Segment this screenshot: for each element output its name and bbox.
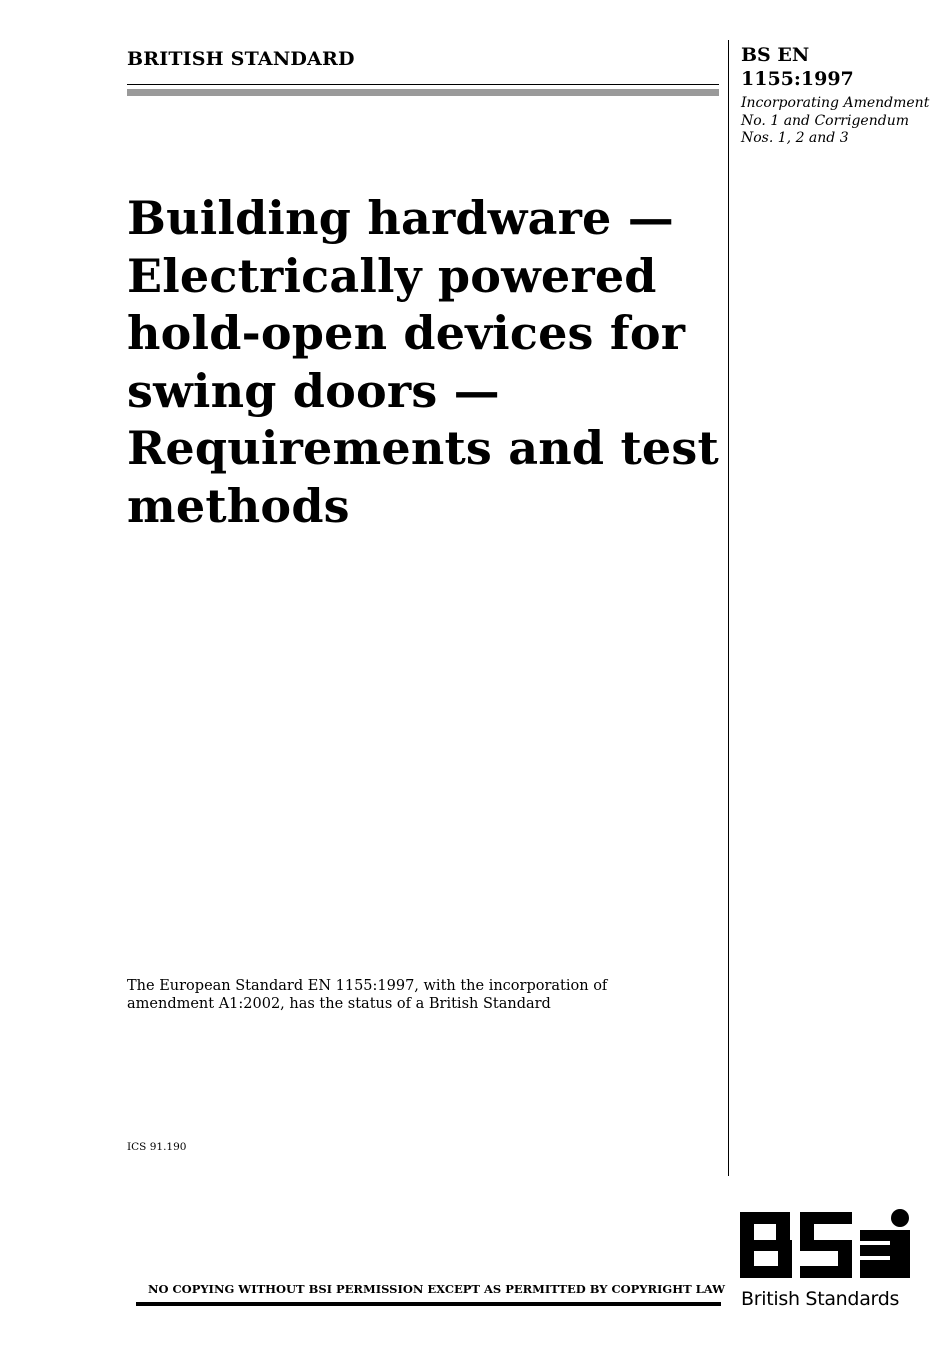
standard-number-prefix: BS EN xyxy=(741,44,810,66)
title-line: swing doors — xyxy=(127,363,500,418)
bsi-wordmark-icon xyxy=(740,1208,912,1284)
title-line: Requirements and test xyxy=(127,421,719,475)
title-line: hold-open devices for xyxy=(127,306,686,360)
status-statement: The European Standard EN 1155:1997, with the incorporation of amendment A1:2002, has the status of a British Standard xyxy=(127,978,608,1012)
logo-caption: British Standards xyxy=(741,1288,900,1310)
footer-rule xyxy=(136,1302,721,1306)
document-type-label: BRITISH STANDARD xyxy=(127,48,355,70)
standard-number xyxy=(741,43,941,91)
column-divider xyxy=(728,40,729,1176)
ics-code: ICS 91.190 xyxy=(127,1141,187,1153)
header-rule-thin xyxy=(127,84,719,85)
title-line: Building hardware — xyxy=(127,191,674,245)
standard-number-code: 1155:1997 xyxy=(741,68,854,90)
title-line: methods xyxy=(127,478,350,533)
header-rule-gray xyxy=(127,89,719,96)
amendment-note: Incorporating Amendment No. 1 and Corrigendum Nos. 1, 2 and 3 xyxy=(741,95,930,146)
title-line: Electrically powered xyxy=(127,248,657,303)
copyright-notice: NO COPYING WITHOUT BSI PERMISSION EXCEPT AS PERMITTED BY COPYRIGHT LAW xyxy=(148,1282,726,1296)
document-title xyxy=(127,190,727,535)
